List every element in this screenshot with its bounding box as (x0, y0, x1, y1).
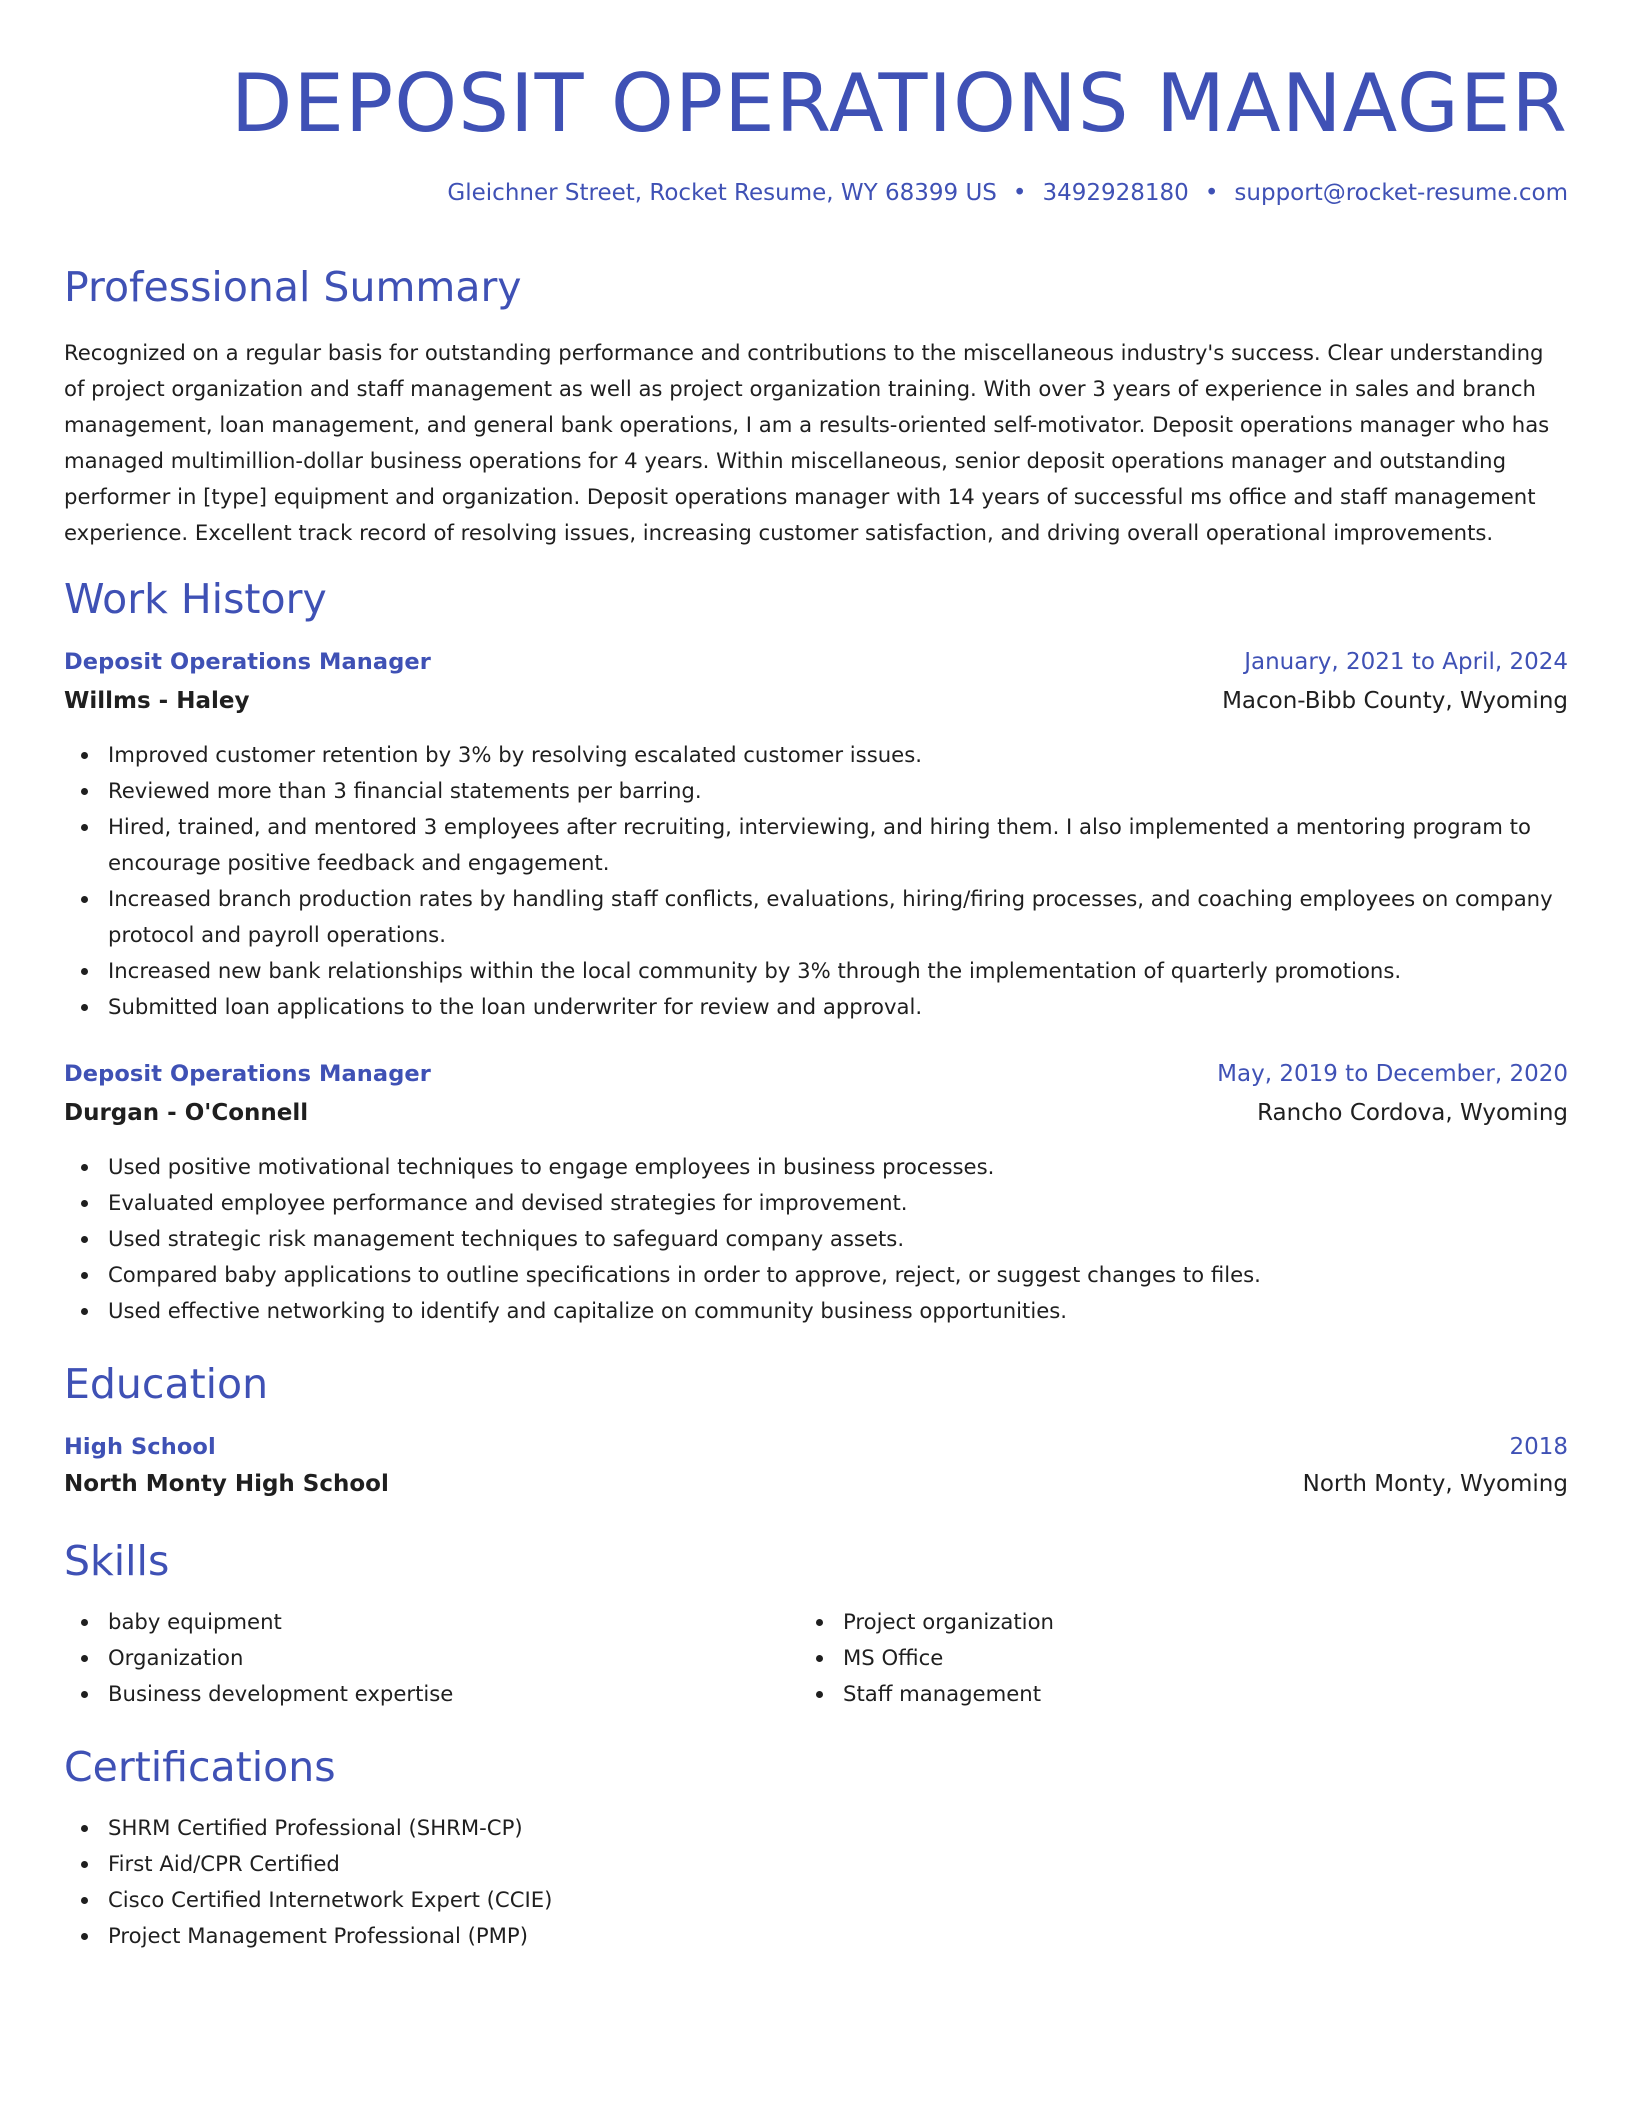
job-employer: Willms - Haley (64, 688, 250, 714)
job-bullet: Improved customer retention by 3% by resolving escalated customer issues. (108, 737, 1568, 773)
job-bullets (64, 737, 1568, 1025)
skills-list-right (799, 1604, 1543, 1712)
job-bullet: Compared baby applications to outline specifications in order to approve, reject, or suggest changes to files. (108, 1257, 1568, 1293)
job-bullet: Increased branch production rates by handling staff conflicts, evaluations, hiring/firing processes, and coaching employees on company protocol and payroll operations. (108, 881, 1568, 953)
job-bullet: Reviewed more than 3 financial statements per barring. (108, 773, 1568, 809)
education-school: North Monty High School (64, 1471, 389, 1497)
section-title-summary: Professional Summary (64, 263, 522, 311)
job-title: Deposit Operations Manager (64, 649, 431, 675)
job-employer: Durgan - O'Connell (64, 1100, 309, 1126)
skill-item: Project organization (843, 1604, 1543, 1640)
job-bullet: Hired, trained, and mentored 3 employees after recruiting, interviewing, and hiring them. I also implemented a mentoring program to encourage positive feedback and engagement. (108, 809, 1568, 881)
summary-text: Recognized on a regular basis for outstanding performance and contributions to the miscellaneous industry's success. Clear understanding of project organization and staff management as well as project organization training. With over 3 years of experience in sales and branch management, loan management, and general bank operations, I am a results-oriented self-motivator. Deposit operations manager who has managed multimillion-dollar business operations for 4 years. Within miscellaneous, senior deposit operations manager and outstanding performer in [type] equipment and organization. Deposit operations manager with 14 years of successful ms office and staff management experience. Excellent track record of resolving issues, increasing customer satisfaction, and driving overall operational improvements. (64, 340, 1550, 545)
skill-item: baby equipment (108, 1604, 798, 1640)
certification-item: First Aid/CPR Certified (108, 1846, 1568, 1882)
skills-list-left (64, 1604, 798, 1712)
section-title-work: Work History (64, 575, 327, 623)
skill-item: Organization (108, 1640, 798, 1676)
contact-address: Gleichner Street, Rocket Resume, WY 68399 US (447, 180, 997, 206)
certification-item: SHRM Certified Professional (SHRM-CP) (108, 1810, 1568, 1846)
section-title-skills: Skills (64, 1537, 170, 1585)
certification-item: Cisco Certified Internetwork Expert (CCIE) (108, 1882, 1568, 1918)
job-bullet: Used positive motivational techniques to engage employees in business processes. (108, 1149, 1568, 1185)
job-bullet: Used effective networking to identify and capitalize on community business opportunities. (108, 1293, 1568, 1329)
section-title-education: Education (64, 1360, 269, 1408)
job-bullet: Used strategic risk management techniques to safeguard company assets. (108, 1221, 1568, 1257)
section-title-certifications: Certifications (64, 1743, 336, 1791)
job-bullets (64, 1149, 1568, 1329)
job-dates: January, 2021 to April, 2024 (1244, 649, 1568, 675)
contact-phone: 3492928180 (1042, 180, 1189, 206)
contact-separator: • (1204, 180, 1219, 206)
job-bullet: Submitted loan applications to the loan underwriter for review and approval. (108, 989, 1568, 1025)
skill-item: Staff management (843, 1676, 1543, 1712)
education-year: 2018 (1509, 1434, 1568, 1460)
job-bullet: Increased new bank relationships within the local community by 3% through the implementation of quarterly promotions. (108, 953, 1568, 989)
education-degree: High School (64, 1434, 216, 1460)
education-location: North Monty, Wyoming (1302, 1471, 1568, 1497)
skill-item: Business development expertise (108, 1676, 798, 1712)
job-location: Macon-Bibb County, Wyoming (1222, 688, 1568, 714)
job-dates: May, 2019 to December, 2020 (1217, 1061, 1568, 1087)
skill-item: MS Office (843, 1640, 1543, 1676)
contact-email: support@rocket-resume.com (1234, 180, 1568, 206)
job-bullet: Evaluated employee performance and devised strategies for improvement. (108, 1185, 1568, 1221)
contact-separator: • (1012, 180, 1027, 206)
job-location: Rancho Cordova, Wyoming (1257, 1100, 1568, 1126)
contact-line (447, 178, 1568, 208)
candidate-name: DEPOSIT OPERATIONS MANAGER (230, 57, 1568, 150)
job-title: Deposit Operations Manager (64, 1061, 431, 1087)
certification-item: Project Management Professional (PMP) (108, 1918, 1568, 1954)
certifications-list (64, 1810, 1568, 1954)
